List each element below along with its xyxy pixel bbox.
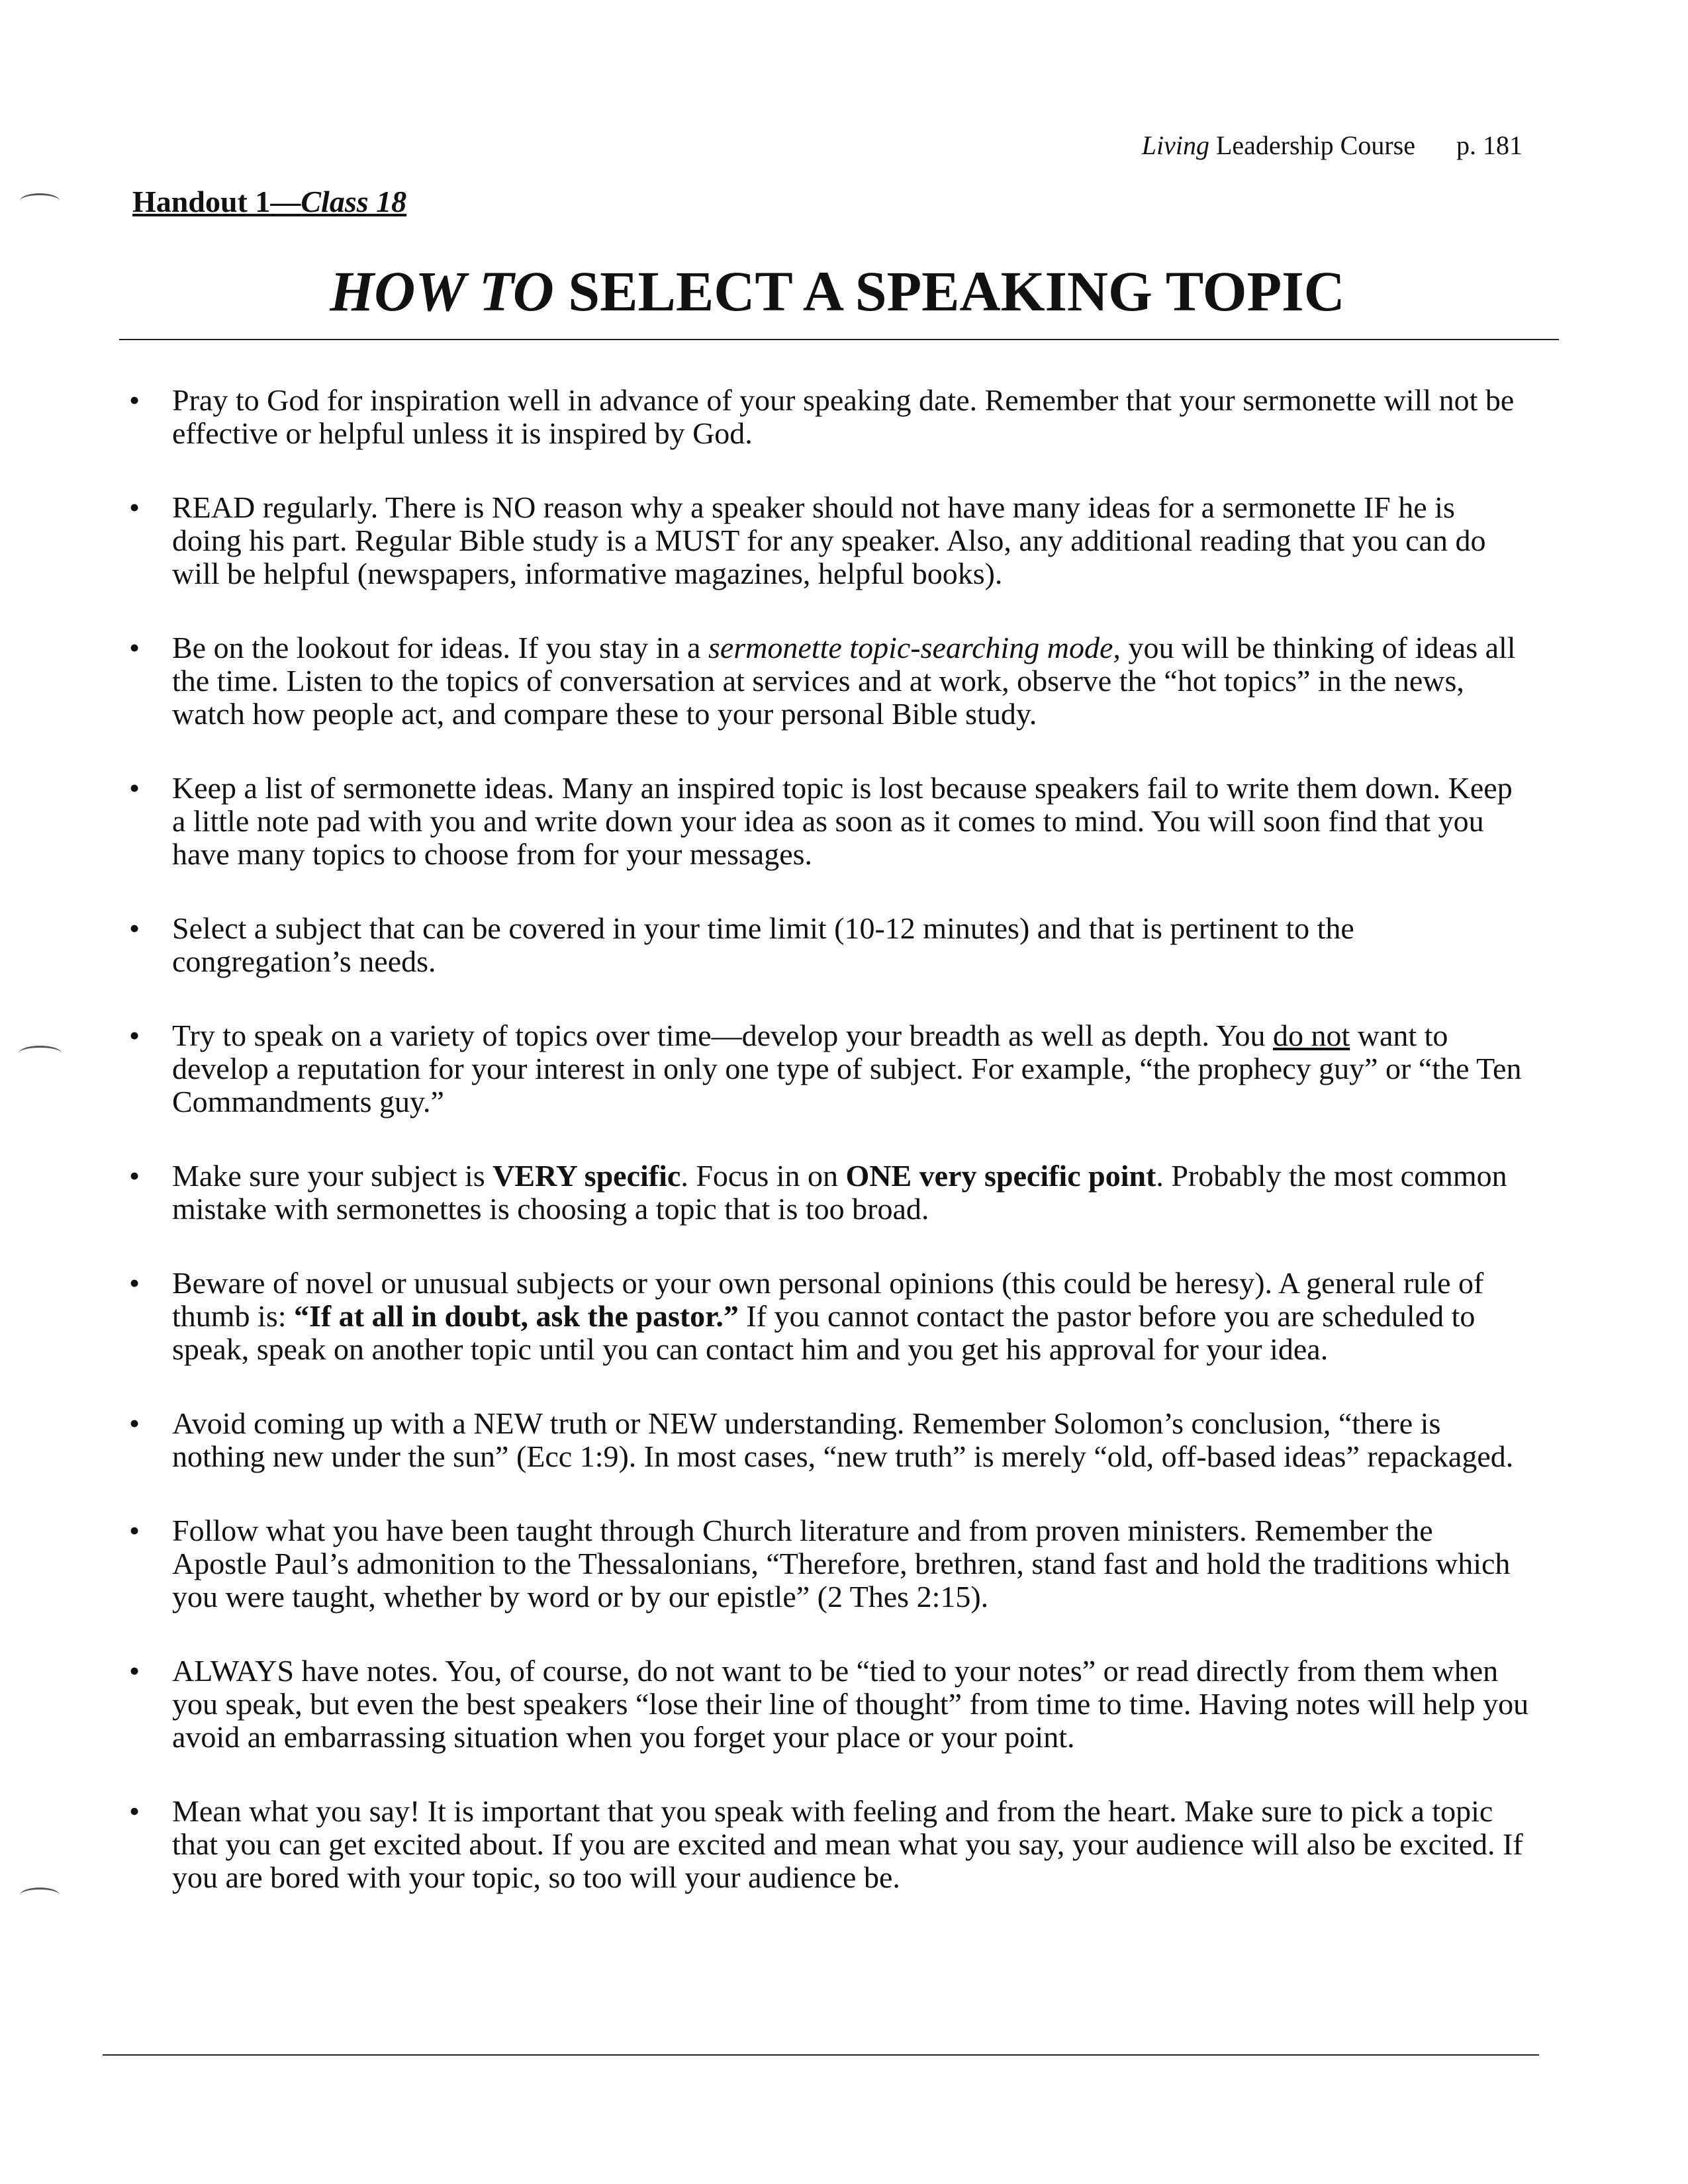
bullet-icon: • (129, 1266, 140, 1300)
handout-label: Handout 1—Class 18 (132, 185, 407, 218)
list-item: • READ regularly. There is NO reason why a speaker should not have many ideas for a sermonette IF he is doing his part. Regular Bible study is a MUST for any speaker. Also, any additional reading that you can do will be helpful (newspapers, informative magazines, helpful books). (129, 490, 1486, 590)
list-item: • Pray to God for inspiration well in advance of your speaking date. Remember that your sermonette will not be effective or helpful unless it is inspired by God. (129, 383, 1515, 450)
footer-divider (103, 2054, 1539, 2056)
list-item: • Beware of novel or unusual subjects or your own personal opinions (this could be heresy). A general rule of thumb is: “If at all in doubt, ask the pastor.” If you cannot contact the pastor before you are scheduled to speak, speak on another topic until you can contact him and you get his approval for your idea. (129, 1266, 1484, 1366)
bullet-icon: • (129, 631, 140, 664)
course-name: Living Leadership Course (1141, 130, 1415, 160)
bullet-icon: • (129, 383, 140, 417)
page-number: p. 181 (1456, 130, 1523, 160)
list-item: • Select a subject that can be covered in your time limit (10-12 minutes) and that is pertinent to the congregation’s needs. (129, 911, 1354, 978)
bullet-icon: • (129, 911, 140, 945)
scan-hole-mark-top (20, 193, 60, 208)
list-item: • Try to speak on a variety of topics over time—develop your breadth as well as depth. You do not want to develop a reputation for your interest in only one type of subject. For example, “the prophecy guy” or “the Ten Commandments guy.” (129, 1019, 1522, 1118)
list-item: • Be on the lookout for ideas. If you stay in a sermonette topic-searching mode, you will be thinking of ideas all the time. Listen to the topics of conversation at services and at work, observe the “hot topics” in the news, watch how people act, and compare these to your personal Bible study. (129, 631, 1516, 731)
bullet-icon: • (129, 1654, 140, 1688)
guideline-list (119, 384, 1529, 1894)
list-item: • ALWAYS have notes. You, of course, do not want to be “tied to your notes” or read directly from them when you speak, but even the best speakers “lose their line of thought” from time to time. Having notes will help you avoid an embarrassing situation when you forget your place or your point. (129, 1654, 1529, 1754)
bullet-icon: • (129, 771, 140, 805)
title-divider (119, 339, 1559, 340)
running-header (1059, 130, 1523, 161)
scan-hole-mark-middle (19, 1046, 62, 1061)
bullet-icon: • (129, 1159, 140, 1193)
list-item: • Follow what you have been taught through Church literature and from proven ministers. Remember the Apostle Paul’s admonition to the Thessalonians, “Therefore, brethren, stand fast and hold the traditions which you were taught, whether by word or by our epistle” (2 Thes 2:15). (129, 1514, 1511, 1614)
bullet-icon: • (129, 1514, 140, 1547)
bullet-icon: • (129, 1019, 140, 1052)
page-title: HOW TO SELECT A SPEAKING TOPIC (330, 259, 1345, 323)
scan-hole-mark-bottom (20, 1888, 60, 1903)
list-item: • Mean what you say! It is important that you speak with feeling and from the heart. Make sure to pick a topic that you can get excited about. If you are excited and mean what you say, your audience will also be excited. If you are bored with your topic, so too will your audience be. (129, 1794, 1523, 1894)
bullet-icon: • (129, 490, 140, 524)
bullet-icon: • (129, 1794, 140, 1828)
list-item: • Keep a list of sermonette ideas. Many an inspired topic is lost because speakers fail to write them down. Keep a little note pad with you and write down your idea as soon as it comes to mind. You will soon find that you have many topics to choose from for your messages. (129, 771, 1513, 871)
list-item: • Avoid coming up with a NEW truth or NEW understanding. Remember Solomon’s conclusion, “there is nothing new under the sun” (Ecc 1:9). In most cases, “new truth” is merely “old, off-based ideas” repackaged. (129, 1406, 1514, 1473)
bullet-icon: • (129, 1406, 140, 1440)
list-item: • Make sure your subject is VERY specific. Focus in on ONE very specific point. Probably the most common mistake with sermonettes is choosing a topic that is too broad. (129, 1159, 1507, 1226)
